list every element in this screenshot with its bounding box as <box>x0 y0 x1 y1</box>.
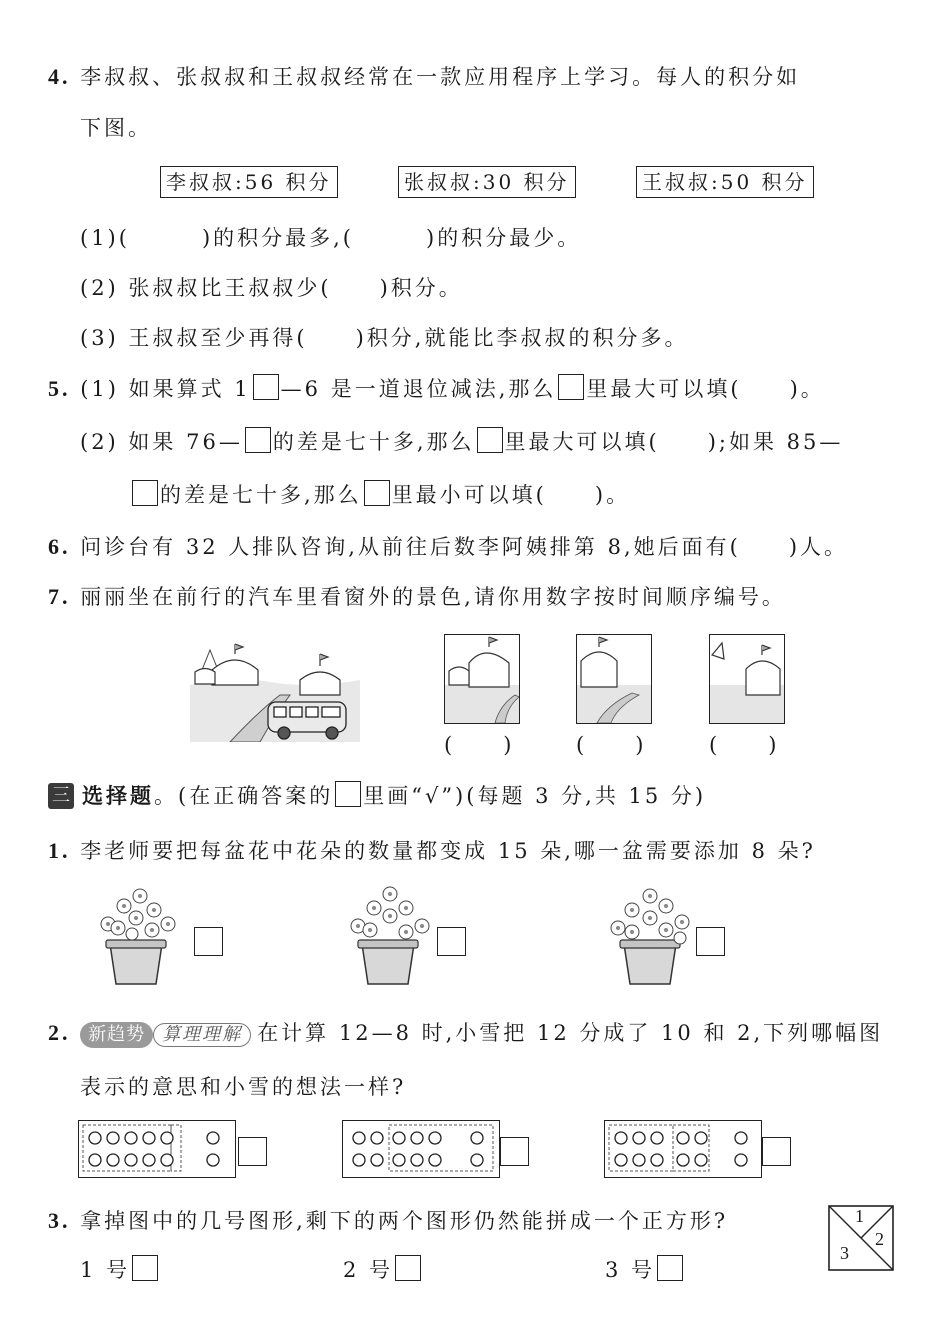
answer-box[interactable] <box>132 480 158 506</box>
section3-header <box>48 781 706 811</box>
answer-box[interactable] <box>132 1255 158 1281</box>
q5-s3b: 里最小可以填( )。 <box>391 483 631 507</box>
c3-option-2-label: 2 号 <box>343 1258 394 1282</box>
score-li: 李叔叔:56 积分 <box>160 166 338 198</box>
q4-text2: 下图。 <box>80 116 152 140</box>
c1-text: 李老师要把每盆花中花朵的数量都变成 15 朵,哪一盆需要添加 8 朵? <box>80 839 816 863</box>
q5-line1 <box>48 374 825 404</box>
answer-box[interactable] <box>477 427 503 453</box>
q5-s1b: —6 是一道退位减法,那么 <box>280 377 557 401</box>
q4-sub2: (2) 张叔叔比王叔叔少( )积分。 <box>80 276 463 300</box>
q6-number: 6. <box>48 534 71 559</box>
scene-blank-1[interactable]: ( ) <box>444 733 515 757</box>
c1-line <box>48 836 816 866</box>
answer-box[interactable] <box>364 480 390 506</box>
c2-text1: 在计算 12—8 时,小雪把 12 分成了 10 和 2,下列哪幅图 <box>257 1021 884 1045</box>
choice-box-3[interactable] <box>696 927 725 956</box>
answer-box[interactable] <box>245 427 271 453</box>
choice-box-1[interactable] <box>194 927 223 956</box>
section-instr-a: 。(在正确答案的 <box>154 784 334 808</box>
section-instr-b: 里画“√”)(每题 3 分,共 15 分) <box>363 784 707 808</box>
score-wang: 王叔叔:50 积分 <box>636 166 814 198</box>
choice-box-6[interactable] <box>762 1137 791 1166</box>
q4-text1: 李叔叔、张叔叔和王叔叔经常在一款应用程序上学习。每人的积分如 <box>80 65 801 89</box>
scene-card-2 <box>576 634 652 724</box>
q5-s2c: 里最大可以填( );如果 85— <box>504 430 844 454</box>
piece-label-1: 1 <box>855 1206 864 1226</box>
q5-s1c: 里最大可以填( )。 <box>586 377 825 401</box>
circle-diagram-option-1 <box>78 1120 236 1178</box>
q7-line <box>48 582 786 612</box>
c3-number: 3. <box>48 1208 71 1233</box>
circle-diagram-option-2 <box>342 1120 500 1178</box>
circle-diagram-option-3 <box>604 1120 762 1178</box>
section-title: 选择题 <box>82 784 154 808</box>
q5-s2a: (2) 如果 76— <box>80 430 243 454</box>
q7-text: 丽丽坐在前行的汽车里看窗外的景色,请你用数字按时间顺序编号。 <box>80 585 786 609</box>
answer-box[interactable] <box>395 1255 421 1281</box>
topic-tag: 算理理解 <box>153 1023 251 1047</box>
trend-tag: 新趋势 <box>80 1022 153 1048</box>
c3-option-1-label: 1 号 <box>80 1258 131 1282</box>
c3-option-3 <box>605 1255 685 1285</box>
scene-blank-3[interactable]: ( ) <box>709 733 780 757</box>
q7-number: 7. <box>48 584 71 609</box>
q4-line1 <box>48 62 800 92</box>
c2-text2: 表示的意思和小雪的想法一样? <box>80 1075 407 1099</box>
choice-box-4[interactable] <box>238 1137 267 1166</box>
flower-pot-icon <box>602 884 698 988</box>
c3-line <box>48 1206 728 1236</box>
c2-line1 <box>48 1018 883 1048</box>
c3-option-2 <box>343 1255 423 1285</box>
score-zhang: 张叔叔:30 积分 <box>398 166 576 198</box>
scene-blank-2[interactable]: ( ) <box>576 733 647 757</box>
q5-s3a: 的差是七十多,那么 <box>160 483 362 507</box>
answer-box[interactable] <box>558 374 584 400</box>
q5-s1a: (1) 如果算式 1 <box>80 377 251 401</box>
q6-line <box>48 532 848 562</box>
bus-scene-illustration <box>190 640 360 742</box>
q5-number: 5. <box>48 376 71 401</box>
q4-sub1: (1)( )的积分最多,( )的积分最少。 <box>80 226 582 250</box>
q5-line2 <box>80 427 843 457</box>
c2-number: 2. <box>48 1020 71 1045</box>
scene-card-3 <box>709 634 785 724</box>
choice-box-5[interactable] <box>500 1137 529 1166</box>
q5-s2b: 的差是七十多,那么 <box>272 430 475 454</box>
section-badge: 三 <box>48 783 74 809</box>
c3-option-3-label: 3 号 <box>605 1258 656 1282</box>
q5-line3 <box>130 480 630 510</box>
flower-pot-icon <box>88 884 184 988</box>
answer-box[interactable] <box>657 1255 683 1281</box>
piece-label-3: 3 <box>840 1243 849 1263</box>
c1-number: 1. <box>48 838 71 863</box>
choice-box-2[interactable] <box>437 927 466 956</box>
answer-box[interactable] <box>253 374 279 400</box>
scene-card-1 <box>444 634 520 724</box>
piece-label-2: 2 <box>875 1229 884 1249</box>
c3-option-1 <box>80 1255 160 1285</box>
q4-number: 4. <box>48 64 71 89</box>
check-box-sample <box>335 781 361 807</box>
q4-sub3: (3) 王叔叔至少再得( )积分,就能比李叔叔的积分多。 <box>80 326 689 350</box>
c3-text: 拿掉图中的几号图形,剩下的两个图形仍然能拼成一个正方形? <box>80 1209 729 1233</box>
q6-text: 问诊台有 32 人排队咨询,从前往后数李阿姨排第 8,她后面有( )人。 <box>80 535 849 559</box>
flower-pot-icon <box>340 884 436 988</box>
